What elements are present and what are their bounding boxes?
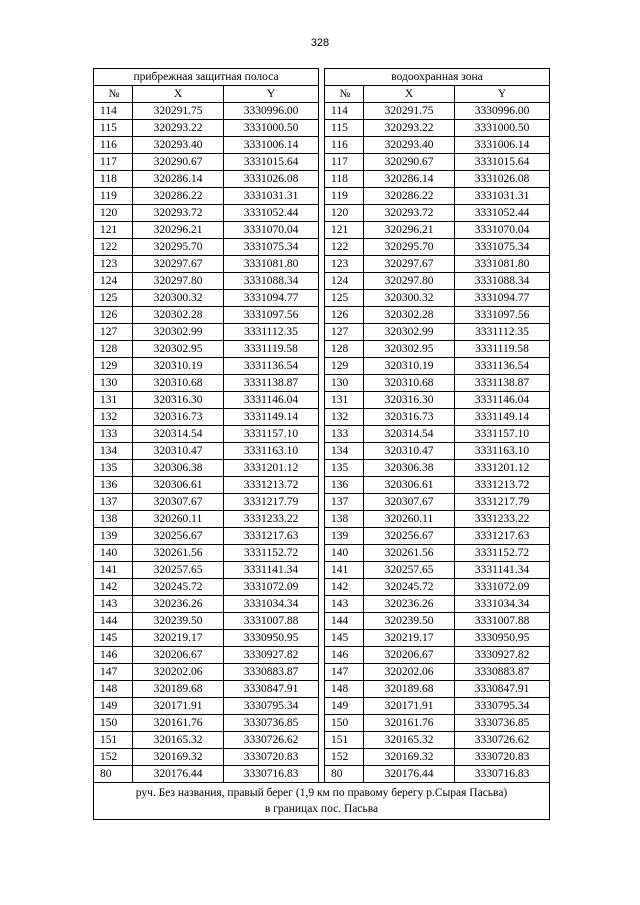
- left-y-value: 3331157.10: [224, 426, 319, 443]
- right-x-value: 320314.54: [364, 426, 455, 443]
- left-y-value: 3330795.34: [224, 698, 319, 715]
- left-y-value: 3331015.64: [224, 154, 319, 171]
- table-row: [94, 681, 550, 698]
- left-x-value: 320261.56: [133, 545, 224, 562]
- table-row: [94, 239, 550, 256]
- right-y-value: 3330847.91: [455, 681, 550, 698]
- table-row: [94, 528, 550, 545]
- right-x-value: 320291.75: [364, 103, 455, 120]
- left-x-value: 320316.30: [133, 392, 224, 409]
- left-x-value: 320189.68: [133, 681, 224, 698]
- right-point-number: 127: [325, 324, 364, 341]
- right-x-value: 320302.99: [364, 324, 455, 341]
- left-y-value: 3331070.04: [224, 222, 319, 239]
- left-x-value: 320286.22: [133, 188, 224, 205]
- left-point-number: 146: [94, 647, 133, 664]
- left-x-value: 320295.70: [133, 239, 224, 256]
- left-y-value: 3331119.58: [224, 341, 319, 358]
- left-x-value: 320169.32: [133, 749, 224, 766]
- right-point-number: 142: [325, 579, 364, 596]
- right-y-value: 3331163.10: [455, 443, 550, 460]
- left-x-value: 320202.06: [133, 664, 224, 681]
- left-y-value: 3331141.34: [224, 562, 319, 579]
- left-x-value: 320239.50: [133, 613, 224, 630]
- left-x-value: 320245.72: [133, 579, 224, 596]
- left-x-value: 320300.32: [133, 290, 224, 307]
- left-x-value: 320306.38: [133, 460, 224, 477]
- footer-line-2: в границах пос. Пасьва: [264, 803, 379, 815]
- right-y-value: 3331075.34: [455, 239, 550, 256]
- right-point-number: 137: [325, 494, 364, 511]
- left-x-value: 320293.22: [133, 120, 224, 137]
- left-point-number: 126: [94, 307, 133, 324]
- left-y-value: 3331072.09: [224, 579, 319, 596]
- right-x-value: 320316.30: [364, 392, 455, 409]
- left-section-title: прибрежная защитная полоса: [94, 69, 319, 86]
- right-x-value: 320295.70: [364, 239, 455, 256]
- right-y-value: 3331034.34: [455, 596, 550, 613]
- left-x-value: 320293.72: [133, 205, 224, 222]
- right-x-value: 320236.26: [364, 596, 455, 613]
- right-y-value: 3331088.34: [455, 273, 550, 290]
- left-y-value: 3331213.72: [224, 477, 319, 494]
- left-x-value: 320286.14: [133, 171, 224, 188]
- table-row: [94, 596, 550, 613]
- right-x-value: 320297.80: [364, 273, 455, 290]
- right-x-value: 320161.76: [364, 715, 455, 732]
- right-point-number: 125: [325, 290, 364, 307]
- table-row: [94, 460, 550, 477]
- left-y-value: 3330927.82: [224, 647, 319, 664]
- right-x-value: 320169.32: [364, 749, 455, 766]
- left-point-number: 145: [94, 630, 133, 647]
- left-point-number: 143: [94, 596, 133, 613]
- left-x-value: 320176.44: [133, 766, 224, 783]
- left-point-number: 124: [94, 273, 133, 290]
- right-y-value: 3331201.12: [455, 460, 550, 477]
- right-point-number: 115: [325, 120, 364, 137]
- right-y-value: 3331149.14: [455, 409, 550, 426]
- left-point-number: 119: [94, 188, 133, 205]
- left-point-number: 138: [94, 511, 133, 528]
- table-row: [94, 273, 550, 290]
- right-y-value: 3331136.54: [455, 358, 550, 375]
- left-point-number: 137: [94, 494, 133, 511]
- right-y-value: 3331152.72: [455, 545, 550, 562]
- right-y-value: 3331000.50: [455, 120, 550, 137]
- left-x-value: 320161.76: [133, 715, 224, 732]
- right-point-number: 130: [325, 375, 364, 392]
- right-point-number: 131: [325, 392, 364, 409]
- right-section-title: водоохранная зона: [325, 69, 550, 86]
- right-point-number: 129: [325, 358, 364, 375]
- right-point-number: 152: [325, 749, 364, 766]
- right-y-value: 3331233.22: [455, 511, 550, 528]
- left-y-value: 3331075.34: [224, 239, 319, 256]
- right-y-value: 3330736.85: [455, 715, 550, 732]
- left-y-value: 3331217.63: [224, 528, 319, 545]
- right-y-value: 3330883.87: [455, 664, 550, 681]
- left-point-number: 142: [94, 579, 133, 596]
- right-y-value: 3331157.10: [455, 426, 550, 443]
- right-y-value: 3330720.83: [455, 749, 550, 766]
- right-x-value: 320293.22: [364, 120, 455, 137]
- right-no-header: №: [325, 86, 364, 103]
- right-x-value: 320239.50: [364, 613, 455, 630]
- table-row: [94, 732, 550, 749]
- left-point-number: 128: [94, 341, 133, 358]
- left-x-value: 320206.67: [133, 647, 224, 664]
- table-row: [94, 307, 550, 324]
- table-row: [94, 579, 550, 596]
- right-y-value: 3330950.95: [455, 630, 550, 647]
- left-y-value: 3331097.56: [224, 307, 319, 324]
- right-point-number: 136: [325, 477, 364, 494]
- left-point-number: 134: [94, 443, 133, 460]
- right-y-value: 3331081.80: [455, 256, 550, 273]
- right-point-number: 147: [325, 664, 364, 681]
- table-row: [94, 715, 550, 732]
- left-point-number: 149: [94, 698, 133, 715]
- section-header-row: [94, 69, 550, 86]
- right-x-value: 320176.44: [364, 766, 455, 783]
- right-point-number: 123: [325, 256, 364, 273]
- left-point-number: 151: [94, 732, 133, 749]
- table-row: [94, 749, 550, 766]
- right-y-value: 3331094.77: [455, 290, 550, 307]
- table-row: [94, 511, 550, 528]
- table-row: [94, 545, 550, 562]
- table-row: [94, 120, 550, 137]
- table-row: [94, 613, 550, 630]
- right-point-number: 117: [325, 154, 364, 171]
- left-point-number: 118: [94, 171, 133, 188]
- right-y-value: 3331217.63: [455, 528, 550, 545]
- right-x-value: 320310.47: [364, 443, 455, 460]
- left-x-value: 320307.67: [133, 494, 224, 511]
- left-y-value: 3331201.12: [224, 460, 319, 477]
- left-x-value: 320310.68: [133, 375, 224, 392]
- left-point-number: 121: [94, 222, 133, 239]
- table-row: [94, 103, 550, 120]
- right-point-number: 124: [325, 273, 364, 290]
- table-row: [94, 137, 550, 154]
- right-x-value: 320316.73: [364, 409, 455, 426]
- table-row: [94, 171, 550, 188]
- right-point-number: 128: [325, 341, 364, 358]
- left-x-value: 320291.75: [133, 103, 224, 120]
- left-y-value: 3331136.54: [224, 358, 319, 375]
- left-y-value: 3331034.34: [224, 596, 319, 613]
- right-x-value: 320293.40: [364, 137, 455, 154]
- left-y-value: 3330847.91: [224, 681, 319, 698]
- right-point-number: 135: [325, 460, 364, 477]
- left-y-value: 3331149.14: [224, 409, 319, 426]
- left-point-number: 150: [94, 715, 133, 732]
- right-point-number: 145: [325, 630, 364, 647]
- left-point-number: 132: [94, 409, 133, 426]
- right-point-number: 122: [325, 239, 364, 256]
- table-row: [94, 664, 550, 681]
- left-y-value: 3331006.14: [224, 137, 319, 154]
- right-x-value: 320307.67: [364, 494, 455, 511]
- right-x-value: 320290.67: [364, 154, 455, 171]
- right-x-value: 320286.14: [364, 171, 455, 188]
- right-point-number: 80: [325, 766, 364, 783]
- table-row: [94, 443, 550, 460]
- table-row: [94, 426, 550, 443]
- left-x-value: 320236.26: [133, 596, 224, 613]
- left-x-value: 320290.67: [133, 154, 224, 171]
- right-x-value: 320297.67: [364, 256, 455, 273]
- table-row: [94, 205, 550, 222]
- left-x-value: 320256.67: [133, 528, 224, 545]
- left-y-value: 3331233.22: [224, 511, 319, 528]
- right-x-value: 320306.61: [364, 477, 455, 494]
- left-x-value: 320297.80: [133, 273, 224, 290]
- left-point-number: 152: [94, 749, 133, 766]
- right-point-number: 138: [325, 511, 364, 528]
- right-point-number: 133: [325, 426, 364, 443]
- left-x-header: X: [133, 86, 224, 103]
- left-x-value: 320310.19: [133, 358, 224, 375]
- table-row: [94, 222, 550, 239]
- left-x-value: 320302.95: [133, 341, 224, 358]
- right-y-value: 3331052.44: [455, 205, 550, 222]
- left-y-value: 3331052.44: [224, 205, 319, 222]
- right-x-value: 320286.22: [364, 188, 455, 205]
- left-point-number: 114: [94, 103, 133, 120]
- left-point-number: 136: [94, 477, 133, 494]
- table-row: [94, 324, 550, 341]
- left-y-value: 3331031.31: [224, 188, 319, 205]
- right-x-value: 320257.65: [364, 562, 455, 579]
- page-number: 328: [310, 37, 330, 49]
- left-x-value: 320171.91: [133, 698, 224, 715]
- right-y-value: 3331138.87: [455, 375, 550, 392]
- left-y-value: 3330996.00: [224, 103, 319, 120]
- right-y-value: 3330927.82: [455, 647, 550, 664]
- right-x-value: 320302.28: [364, 307, 455, 324]
- right-point-number: 141: [325, 562, 364, 579]
- right-x-value: 320306.38: [364, 460, 455, 477]
- right-point-number: 120: [325, 205, 364, 222]
- left-x-value: 320296.21: [133, 222, 224, 239]
- left-y-header: Y: [224, 86, 319, 103]
- left-point-number: 127: [94, 324, 133, 341]
- right-x-value: 320302.95: [364, 341, 455, 358]
- right-point-number: 132: [325, 409, 364, 426]
- left-point-number: 135: [94, 460, 133, 477]
- left-point-number: 129: [94, 358, 133, 375]
- right-y-value: 3331015.64: [455, 154, 550, 171]
- right-x-value: 320310.68: [364, 375, 455, 392]
- right-y-value: 3331007.88: [455, 613, 550, 630]
- left-point-number: 131: [94, 392, 133, 409]
- left-x-value: 320302.99: [133, 324, 224, 341]
- right-y-value: 3330795.34: [455, 698, 550, 715]
- left-x-value: 320310.47: [133, 443, 224, 460]
- right-y-value: 3331141.34: [455, 562, 550, 579]
- left-point-number: 140: [94, 545, 133, 562]
- left-y-value: 3330716.83: [224, 766, 319, 783]
- right-y-value: 3331031.31: [455, 188, 550, 205]
- right-point-number: 134: [325, 443, 364, 460]
- left-point-number: 116: [94, 137, 133, 154]
- right-y-value: 3330996.00: [455, 103, 550, 120]
- footer-note: [94, 783, 550, 820]
- right-x-value: 320245.72: [364, 579, 455, 596]
- footer-row: [94, 783, 550, 820]
- right-y-value: 3331112.35: [455, 324, 550, 341]
- right-x-header: X: [364, 86, 455, 103]
- right-y-value: 3331072.09: [455, 579, 550, 596]
- left-point-number: 141: [94, 562, 133, 579]
- right-x-value: 320310.19: [364, 358, 455, 375]
- left-x-value: 320260.11: [133, 511, 224, 528]
- left-x-value: 320316.73: [133, 409, 224, 426]
- table-row: [94, 630, 550, 647]
- table-row: [94, 392, 550, 409]
- table-row: [94, 154, 550, 171]
- footer-line-1: руч. Без названия, правый берег (1,9 км по правому берегу р.Сырая Пасьва): [135, 787, 508, 799]
- right-point-number: 151: [325, 732, 364, 749]
- left-y-value: 3331138.87: [224, 375, 319, 392]
- left-point-number: 123: [94, 256, 133, 273]
- right-y-value: 3330716.83: [455, 766, 550, 783]
- right-y-value: 3331026.08: [455, 171, 550, 188]
- left-x-value: 320314.54: [133, 426, 224, 443]
- left-y-value: 3330720.83: [224, 749, 319, 766]
- table-row: [94, 375, 550, 392]
- right-x-value: 320260.11: [364, 511, 455, 528]
- right-point-number: 150: [325, 715, 364, 732]
- table-row: [94, 477, 550, 494]
- left-x-value: 320165.32: [133, 732, 224, 749]
- right-x-value: 320206.67: [364, 647, 455, 664]
- left-no-header: №: [94, 86, 133, 103]
- right-point-number: 148: [325, 681, 364, 698]
- right-point-number: 146: [325, 647, 364, 664]
- left-point-number: 80: [94, 766, 133, 783]
- right-point-number: 139: [325, 528, 364, 545]
- left-x-value: 320297.67: [133, 256, 224, 273]
- left-y-value: 3331081.80: [224, 256, 319, 273]
- right-x-value: 320202.06: [364, 664, 455, 681]
- left-point-number: 115: [94, 120, 133, 137]
- table-row: [94, 358, 550, 375]
- right-point-number: 119: [325, 188, 364, 205]
- table-row: [94, 647, 550, 664]
- table-row: [94, 188, 550, 205]
- left-x-value: 320257.65: [133, 562, 224, 579]
- left-x-value: 320219.17: [133, 630, 224, 647]
- left-point-number: 122: [94, 239, 133, 256]
- left-point-number: 147: [94, 664, 133, 681]
- column-header-row: [94, 86, 550, 103]
- left-point-number: 144: [94, 613, 133, 630]
- left-y-value: 3331000.50: [224, 120, 319, 137]
- left-x-value: 320306.61: [133, 477, 224, 494]
- right-y-value: 3331146.04: [455, 392, 550, 409]
- right-x-value: 320261.56: [364, 545, 455, 562]
- right-x-value: 320293.72: [364, 205, 455, 222]
- right-point-number: 121: [325, 222, 364, 239]
- right-point-number: 126: [325, 307, 364, 324]
- right-x-value: 320171.91: [364, 698, 455, 715]
- table-row: [94, 341, 550, 358]
- left-point-number: 120: [94, 205, 133, 222]
- table-row: [94, 290, 550, 307]
- right-point-number: 144: [325, 613, 364, 630]
- right-y-value: 3331119.58: [455, 341, 550, 358]
- right-x-value: 320219.17: [364, 630, 455, 647]
- right-y-value: 3330726.62: [455, 732, 550, 749]
- left-y-value: 3331026.08: [224, 171, 319, 188]
- left-x-value: 320293.40: [133, 137, 224, 154]
- left-y-value: 3331007.88: [224, 613, 319, 630]
- left-y-value: 3331088.34: [224, 273, 319, 290]
- right-point-number: 149: [325, 698, 364, 715]
- right-x-value: 320165.32: [364, 732, 455, 749]
- right-y-value: 3331006.14: [455, 137, 550, 154]
- left-point-number: 133: [94, 426, 133, 443]
- left-y-value: 3331112.35: [224, 324, 319, 341]
- left-point-number: 139: [94, 528, 133, 545]
- right-y-value: 3331213.72: [455, 477, 550, 494]
- right-x-value: 320189.68: [364, 681, 455, 698]
- left-y-value: 3331094.77: [224, 290, 319, 307]
- left-y-value: 3330883.87: [224, 664, 319, 681]
- left-y-value: 3331146.04: [224, 392, 319, 409]
- right-point-number: 118: [325, 171, 364, 188]
- left-y-value: 3331217.79: [224, 494, 319, 511]
- table-row: [94, 409, 550, 426]
- table-row: [94, 256, 550, 273]
- left-point-number: 117: [94, 154, 133, 171]
- right-y-value: 3331217.79: [455, 494, 550, 511]
- left-point-number: 148: [94, 681, 133, 698]
- right-point-number: 140: [325, 545, 364, 562]
- table-row: [94, 698, 550, 715]
- right-point-number: 114: [325, 103, 364, 120]
- right-point-number: 116: [325, 137, 364, 154]
- left-y-value: 3330736.85: [224, 715, 319, 732]
- coordinates-table: [93, 68, 550, 820]
- right-y-header: Y: [455, 86, 550, 103]
- right-y-value: 3331097.56: [455, 307, 550, 324]
- left-y-value: 3331163.10: [224, 443, 319, 460]
- table-row: [94, 494, 550, 511]
- table-row: [94, 766, 550, 783]
- left-x-value: 320302.28: [133, 307, 224, 324]
- left-y-value: 3330950.95: [224, 630, 319, 647]
- table-row: [94, 562, 550, 579]
- right-x-value: 320300.32: [364, 290, 455, 307]
- right-x-value: 320256.67: [364, 528, 455, 545]
- left-y-value: 3330726.62: [224, 732, 319, 749]
- left-y-value: 3331152.72: [224, 545, 319, 562]
- left-point-number: 130: [94, 375, 133, 392]
- right-point-number: 143: [325, 596, 364, 613]
- right-x-value: 320296.21: [364, 222, 455, 239]
- right-y-value: 3331070.04: [455, 222, 550, 239]
- left-point-number: 125: [94, 290, 133, 307]
